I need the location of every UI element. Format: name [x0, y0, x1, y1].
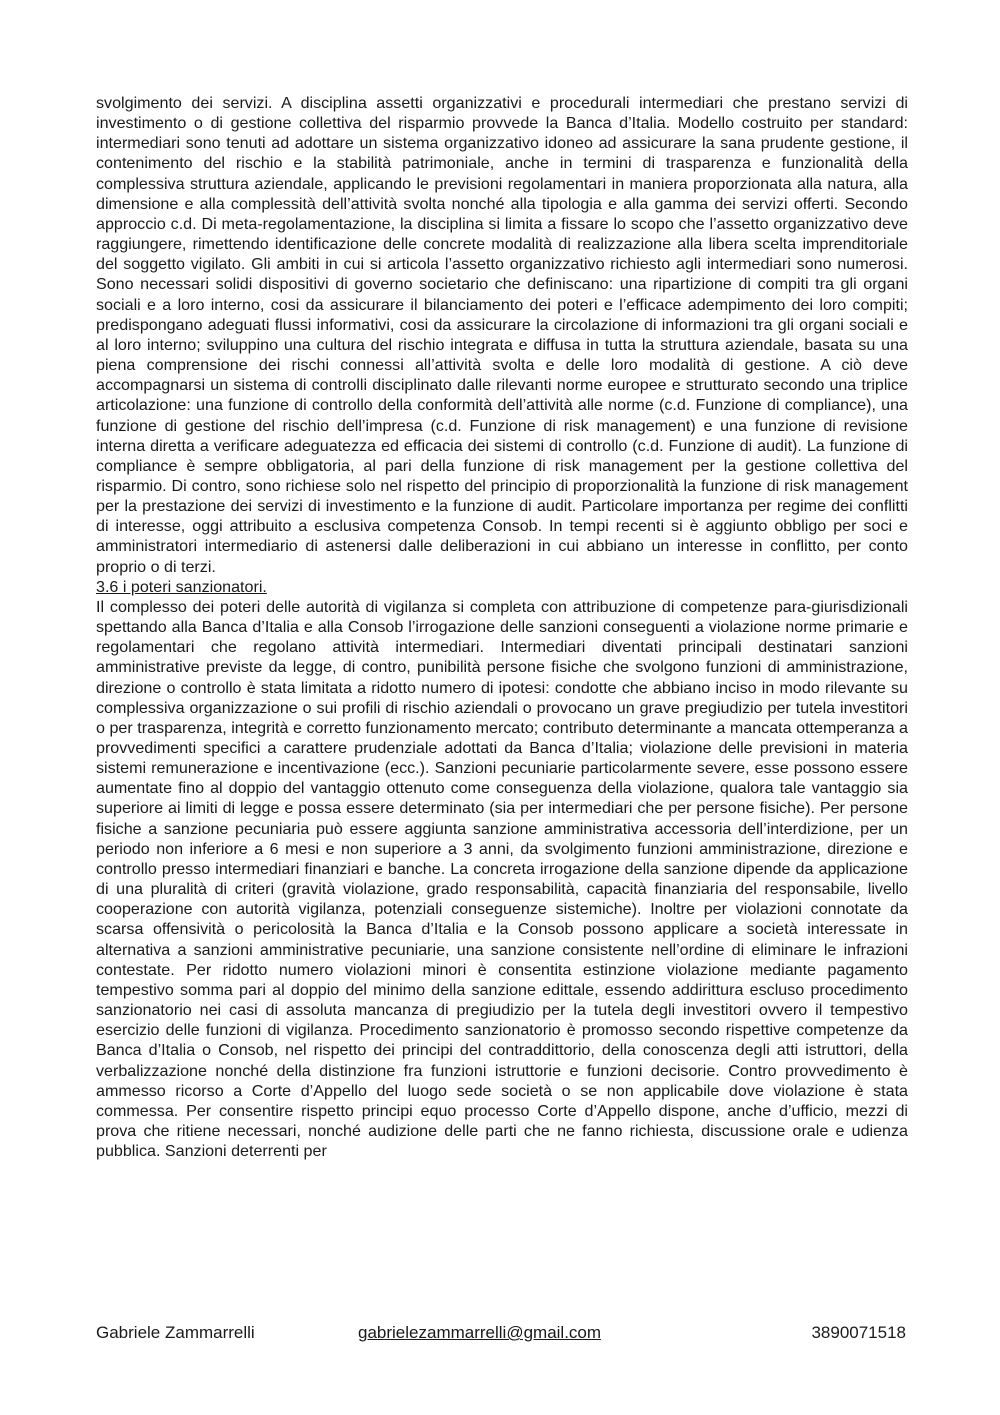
- document-body: [96, 93, 908, 1161]
- footer-phone-number: 3890071518: [811, 1323, 906, 1342]
- footer-author-name: Gabriele Zammarrelli: [96, 1323, 255, 1342]
- section-heading: 3.6 i poteri sanzionatori.: [96, 577, 267, 596]
- body-paragraph: svolgimento dei servizi. A disciplina assetti organizzativi e procedurali intermediari che prestano servizi di investimento o di gestione collettiva del risparmio provvede la Banca d’Italia. Modello costruito per standard: intermediari sono tenuti ad adottare un sistema organizzativo idoneo ad assicurare la sana prudente gestione, il contenimento del rischio e la stabilità patrimoniale, anche in termini di trasparenza e funzionalità della complessiva struttura aziendale, applicando le previsioni regolamentari in maniera proporzionata alla natura, alla dimensione e alla complessità dell’attività svolta nonché alla tipologia e alla gamma dei servizi offerti. Secondo approccio c.d. Di meta-regolamentazione, la disciplina si limita a fissare lo scopo che l’assetto organizzativo deve raggiungere, rimettendo identificazione delle concrete modalità di realizzazione alla libera scelta imprenditoriale del soggetto vigilato. Gli ambiti in cui si articola l’assetto organizzativo richiesto agli intermediari sono numerosi. Sono necessari solidi dispositivi di governo societario che definiscano: una ripartizione di compiti tra gli organi sociali e a loro interno, cosi da assicurare il bilanciamento dei poteri e l’efficace adempimento dei loro compiti; predispongano adeguati flussi informativi, cosi da assicurare la circolazione di informazioni tra gli organi sociali e al loro interno; sviluppino una cultura del rischio integrata e diffusa in tutta la struttura aziendale, basata su una piena comprensione dei rischi connessi all’attività svolta e delle loro modalità di gestione. A ciò deve accompagnarsi un sistema di controlli disciplinato dalle rilevanti norme europee e strutturato secondo una triplice articolazione: una funzione di controllo della conformità dell’attività alle norme (c.d. Funzione di compliance), una funzione di gestione del rischio dell’impresa (c.d. Funzione di risk management) e una funzione di revisione interna diretta a verificare adeguatezza ed efficacia dei sistemi di controllo (c.d. Funzione di audit). La funzione di compliance è sempre obbligatoria, al pari della funzione di risk management per la gestione collettiva del risparmio. Di contro, sono richiese solo nel rispetto del principio di proporzionalità la funzione di risk management per la prestazione dei servizi di investimento e la funzione di audit. Particolare importanza per regime dei conflitti di interesse, oggi attribuito a esclusiva competenza Consob. In tempi recenti si è aggiunto obbligo per soci e amministratori intermediario di astenersi dalle deliberazioni in cui abbiano un interesse in conflitto, per conto proprio o di terzi.: [96, 94, 908, 576]
- body-paragraph: Il complesso dei poteri delle autorità di vigilanza si completa con attribuzione di competenze para-giurisdizionali spettando alla Banca d’Italia e alla Consob l’irrogazione delle sanzioni conseguenti a violazione norme primarie e regolamentari che regolano attività intermediari. Intermediari diventati principali destinatari sanzioni amministrative previste da legge, di contro, punibilità persone fisiche che svolgono funzioni di amministrazione, direzione o controllo è stata limitata a ridotto numero di ipotesi: condotte che abbiano inciso in modo rilevante su complessiva organizzazione o sui profili di rischio aziendali o provocano un grave pregiudizio per tutela investitori o per trasparenza, integrità e corretto funzionamento mercato; contributo determinante a mancata ottemperanza a provvedimenti specifici a carattere prudenziale adottati da Banca d’Italia; violazione delle previsioni in materia sistemi remunerazione e incentivazione (ecc.). Sanzioni pecuniarie particolarmente severe, esse possono essere aumentate fino al doppio del vantaggio ottenuto come conseguenza della violazione, qualora tale vantaggio sia superiore ai limiti di legge e possa essere determinato (sia per intermediari che per persone fisiche). Per persone fisiche a sanzione pecuniaria può essere aggiunta sanzione amministrativa accessoria dell’interdizione, per un periodo non inferiore a 6 mesi e non superiore a 3 anni, da svolgimento funzioni amministrazione, direzione e controllo presso intermediari finanziari e banche. La concreta irrogazione della sanzione dipende da applicazione di una pluralità di criteri (gravità violazione, grado responsabilità, capacità finanziaria del responsabile, livello cooperazione con autorità vigilanza, potenziali conseguenze sistemiche). Inoltre per violazioni connotate da scarsa offensività o pericolosità la Banca d’Italia e la Consob possono applicare a società interessate in alternativa a sanzioni amministrative pecuniarie, una sanzione consistente nell’ordine di eliminare le infrazioni contestate. Per ridotto numero violazioni minori è consentita estinzione violazione mediante pagamento tempestivo somma pari al doppio del minimo della sanzione edittale, essendo addirittura escluso procedimento sanzionatorio nei casi di assoluta mancanza di pregiudizio per la tutela degli investitori ovvero il tempestivo esercizio delle funzioni di vigilanza. Procedimento sanzionatorio è promosso secondo rispettive competenze da Banca d’Italia o Consob, nel rispetto dei principi del contraddittorio, della conoscenza degli atti istruttori, della verbalizzazione nonché della distinzione fra funzioni istruttorie e funzioni decisorie. Contro provvedimento è ammesso ricorso a Corte d’Appello del luogo sede società o se non applicabile dove violazione è stata commessa. Per consentire rispetto principi equo processo Corte d’Appello dispone, anche d’ufficio, mezzi di prova che ritiene necessari, nonché audizione delle parti che ne fanno richiesta, discussione orale e udienza pubblica. Sanzioni deterrenti per: [96, 597, 908, 1161]
- page-footer: [96, 1322, 908, 1346]
- footer-email-link[interactable]: gabrielezammarrelli@gmail.com: [358, 1323, 602, 1342]
